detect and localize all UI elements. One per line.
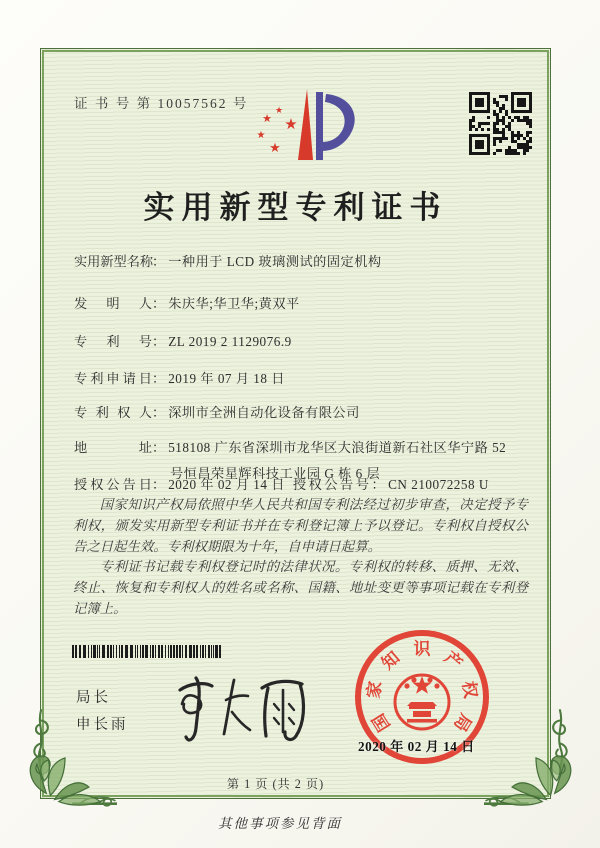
logo-blue-p-bowl [322,94,355,151]
svg-text:家: 家 [363,679,386,700]
field-label: 授权公告号 [293,477,372,492]
logo-stars [257,106,298,156]
svg-text:★: ★ [274,106,284,116]
field-value: 深圳市全洲自动化设备有限公司 [168,405,360,420]
body-paragraph-2: 专利证书记载专利权登记时的法律状况。专利权的转移、质押、无效、终止、恢复和专利权人的姓名或名称、国籍、地址变更等事项记载在专利登记簿上。 [73,559,528,616]
colon: ： [152,296,166,311]
seal-date: 2020 年 02 月 14 日 [358,739,475,754]
svg-text:★: ★ [269,141,281,156]
field-grant-no [293,474,489,493]
barcode-icon [72,645,224,658]
svg-text:★: ★ [262,112,272,125]
colon: ： [152,371,166,386]
svg-text:识: 识 [413,639,431,659]
field-value-address-line1: 518108 广东省深圳市龙华区大浪街道新石社区华宁路 52 [168,440,507,455]
colon: ： [152,440,166,455]
field-value-address-line2: 号恒昌荣星辉科技工业园 G 栋 6 层 [170,466,381,481]
svg-text:★: ★ [284,115,298,133]
body-paragraph-1: 国家知识产权局依照中华人民共和国专利法经过初步审查，决定授予专利权，颁发实用新型专利证书并在专利登记簿上予以登记。专利权自授权公告之日起生效。专利权期限为十年，自申请日起算。 [73,497,528,554]
colon: ： [152,405,166,420]
field-value: 一种用于 LCD 玻璃测试的固定机构 [168,254,382,269]
cnipa-logo [250,84,362,164]
field-row-patent-no [74,331,292,350]
svg-text:权: 权 [458,679,481,700]
svg-text:★: ★ [256,130,266,141]
field-value: 2020 年 02 月 14 日 [168,477,285,492]
certificate-title: 实用新型专利证书 [143,190,448,225]
logo-blue-bar [316,92,323,160]
svg-text:局: 局 [450,710,476,735]
field-row-patentee [74,402,360,421]
field-label: 地址 [74,440,152,455]
colon: ： [152,334,166,349]
field-label: 专利号 [74,334,152,349]
field-value: 2019 年 07 月 18 日 [168,371,285,386]
field-value: CN 210072258 U [388,477,489,492]
qr-code-icon [469,92,532,155]
page-number: 第 1 页 (共 2 页) [226,777,325,791]
svg-text:产: 产 [440,647,466,674]
svg-text:知: 知 [378,647,404,674]
field-row-grant [74,474,536,493]
director-name: 申长雨 [76,717,129,733]
seal-national-emblem [395,675,449,729]
director-signature [158,666,313,754]
field-row-name [74,251,382,270]
colon: ： [371,477,386,492]
svg-text:国: 国 [368,710,394,735]
back-side-note: 其他事项参见背面 [218,816,342,831]
field-value: 朱庆华;华卫华;黄双平 [168,296,300,311]
certificate-body [73,495,528,620]
logo-red-wedge [298,89,313,160]
field-label: 专利申请日 [74,371,152,386]
field-label: 专利权人 [74,405,152,420]
field-label: 发明人 [74,296,152,311]
director-title: 局长 [76,690,111,706]
colon: ： [152,477,166,492]
corner-ornament-bottom-right [484,708,588,812]
colon: ： [152,254,166,269]
field-row-inventor [74,293,300,312]
field-row-filing-date [74,368,285,387]
field-label: 授权公告日 [74,477,152,492]
certificate-number: 证 书 号 第 10057562 号 [74,96,249,111]
field-label: 实用新型名称 [74,254,154,269]
field-value: ZL 2019 2 1129076.9 [168,334,292,349]
